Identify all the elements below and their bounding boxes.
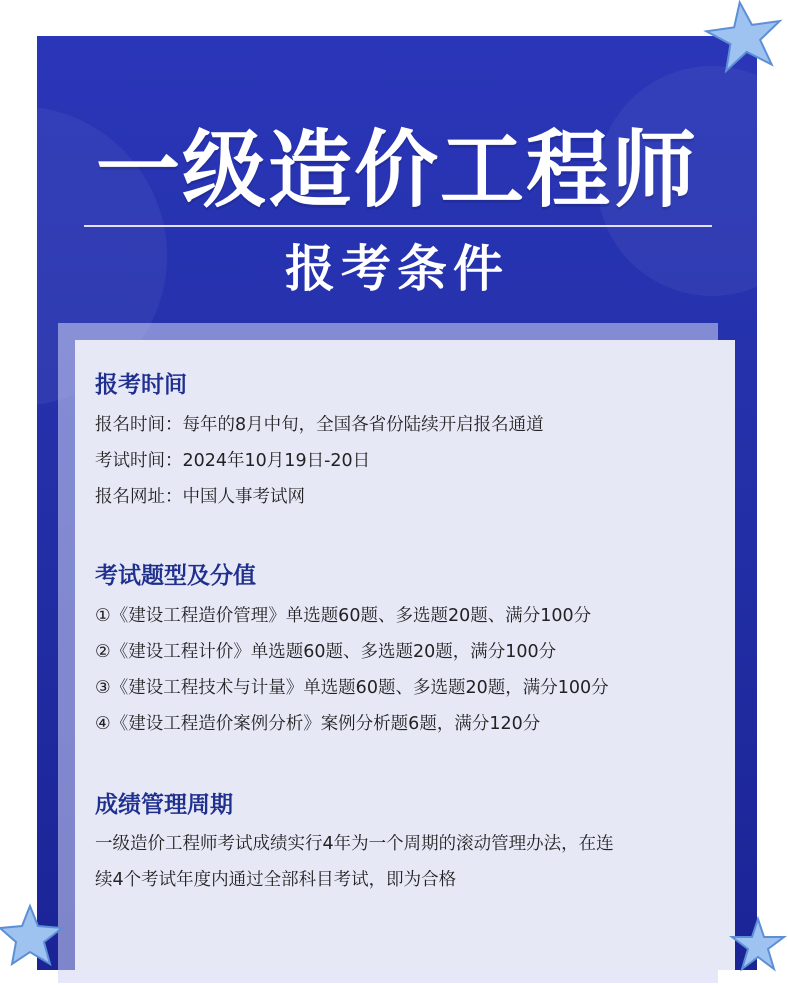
section-title-exam-types: 考试题型及分值 [95,563,256,589]
text-line: ②《建设工程计价》单选题60题、多选题20题，满分100分 [95,642,557,662]
text-line: 续4个考试年度内通过全部科目考试，即为合格 [95,870,457,890]
section-title-score-period: 成绩管理周期 [95,792,233,818]
text-line: 一级造价工程师考试成绩实行4年为一个周期的滚动管理办法，在连 [95,834,614,854]
text-line: ①《建设工程造价管理》单选题60题、多选题20题、满分100分 [95,606,592,626]
star-icon [728,915,788,975]
section-title-registration-time: 报考时间 [95,372,187,398]
text-line: 报名时间：每年的8月中旬，全国各省份陆续开启报名通道 [95,415,544,435]
star-icon [0,900,70,970]
text-line: ④《建设工程造价案例分析》案例分析题6题，满分120分 [95,714,541,734]
text-line: 考试时间：2024年10月19日-20日 [95,451,371,471]
title-divider [84,225,712,227]
page-title: 一级造价工程师 [95,121,698,219]
star-icon [690,0,788,80]
text-line: ③《建设工程技术与计量》单选题60题、多选题20题，满分100分 [95,678,609,698]
text-line: 报名网址：中国人事考试网 [95,487,305,507]
page-subtitle: 报考条件 [285,240,509,298]
